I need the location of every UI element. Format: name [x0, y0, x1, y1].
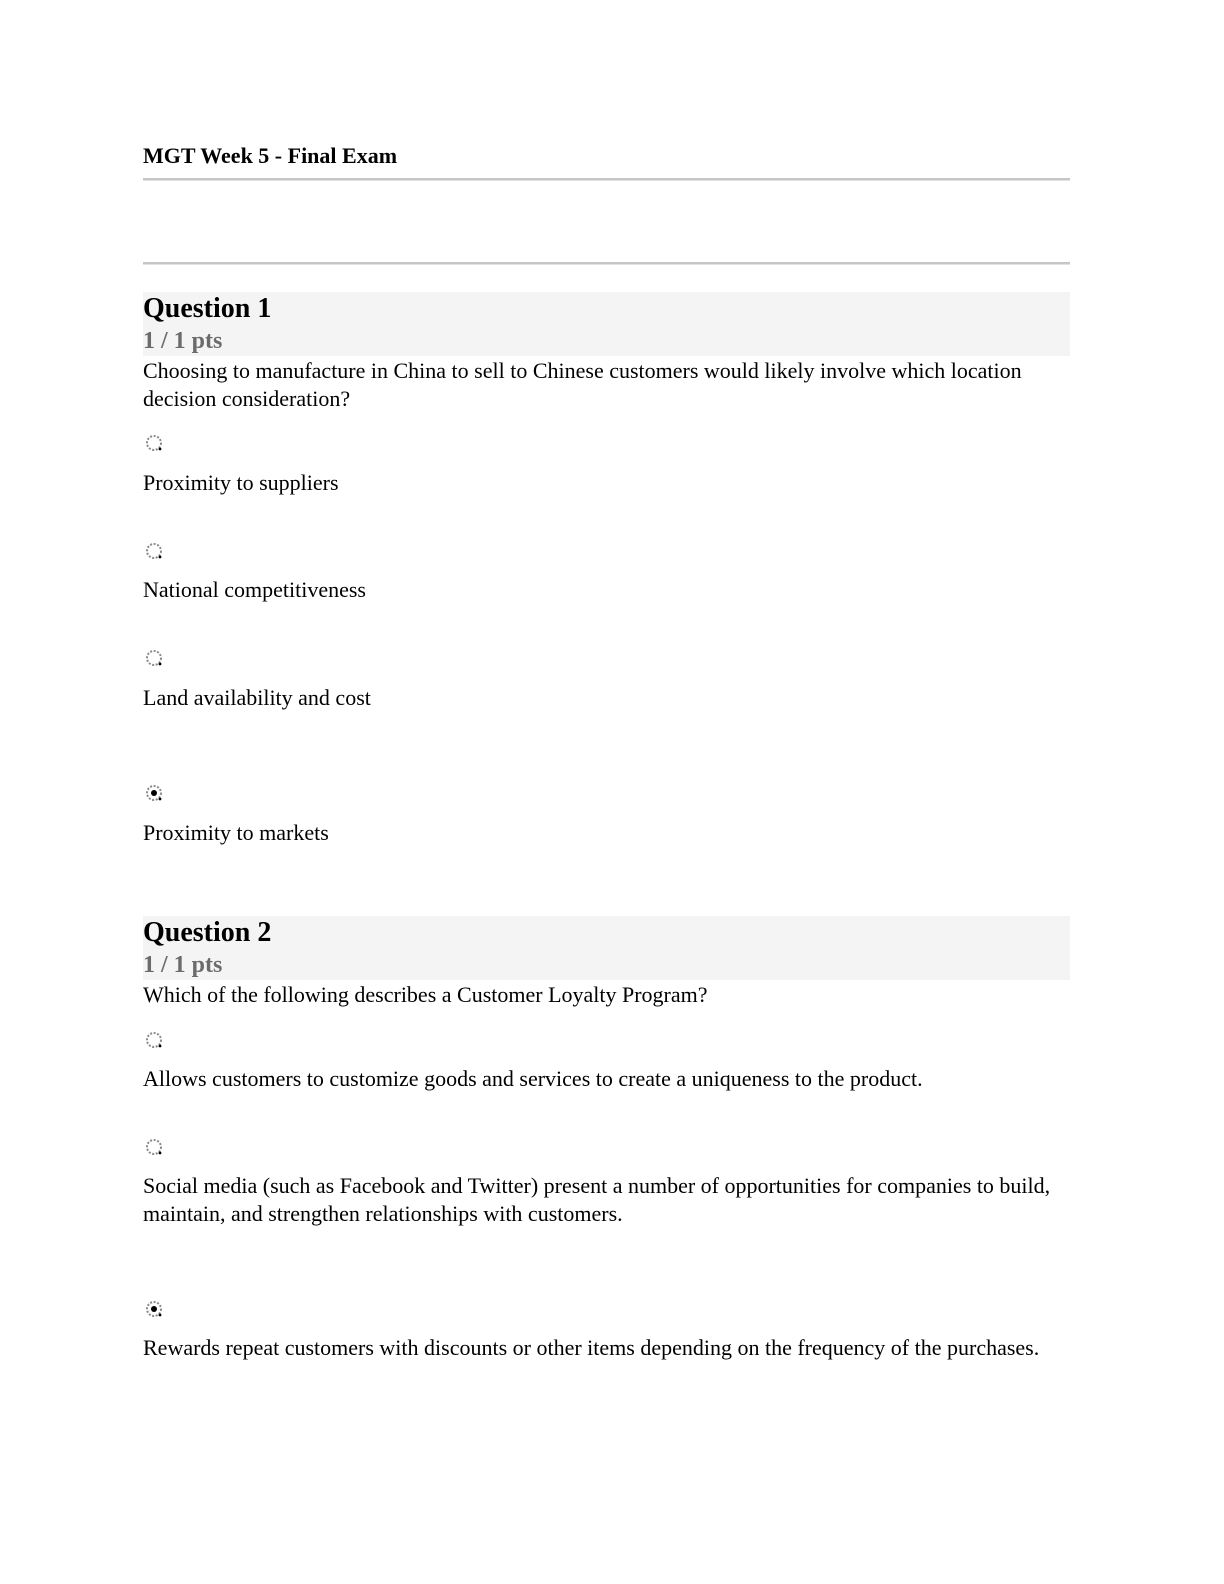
question-2-prompt: Which of the following describes a Customer Loyalty Program?: [143, 982, 708, 1007]
title-divider: [143, 178, 1070, 181]
question-1-title: Question 1: [143, 293, 272, 324]
question-1-points: 1 / 1 pts: [143, 328, 223, 354]
question-2-title: Question 2: [143, 917, 272, 948]
option-label[interactable]: Rewards repeat customers with discounts or other items depending on the frequency of the purchases.: [143, 1335, 1040, 1360]
question-2-header: [143, 916, 1070, 980]
document-title: MGT Week 5 - Final Exam: [143, 143, 398, 168]
radio-icon[interactable]: [145, 542, 163, 560]
question-1-prompt: Choosing to manufacture in China to sell to Chinese customers would likely involve which location decision consideration?: [143, 358, 1022, 411]
option-label[interactable]: Social media (such as Facebook and Twitter) present a number of opportunities for companies to build, maintain, and strengthen relationships with customers.: [143, 1173, 1051, 1226]
radio-selected-icon[interactable]: [145, 1300, 163, 1318]
option-label[interactable]: Proximity to suppliers: [143, 470, 339, 495]
radio-icon[interactable]: [145, 434, 163, 452]
option-label[interactable]: Land availability and cost: [143, 685, 371, 710]
option-label[interactable]: National competitiveness: [143, 577, 366, 602]
radio-icon[interactable]: [145, 649, 163, 667]
section-divider: [143, 262, 1070, 265]
question-2-points: 1 / 1 pts: [143, 952, 223, 978]
option-label[interactable]: Allows customers to customize goods and services to create a uniqueness to the product.: [143, 1066, 923, 1091]
radio-selected-icon[interactable]: [145, 784, 163, 802]
question-1-header: [143, 292, 1070, 356]
option-label[interactable]: Proximity to markets: [143, 820, 329, 845]
radio-icon[interactable]: [145, 1031, 163, 1049]
radio-icon[interactable]: [145, 1138, 163, 1156]
